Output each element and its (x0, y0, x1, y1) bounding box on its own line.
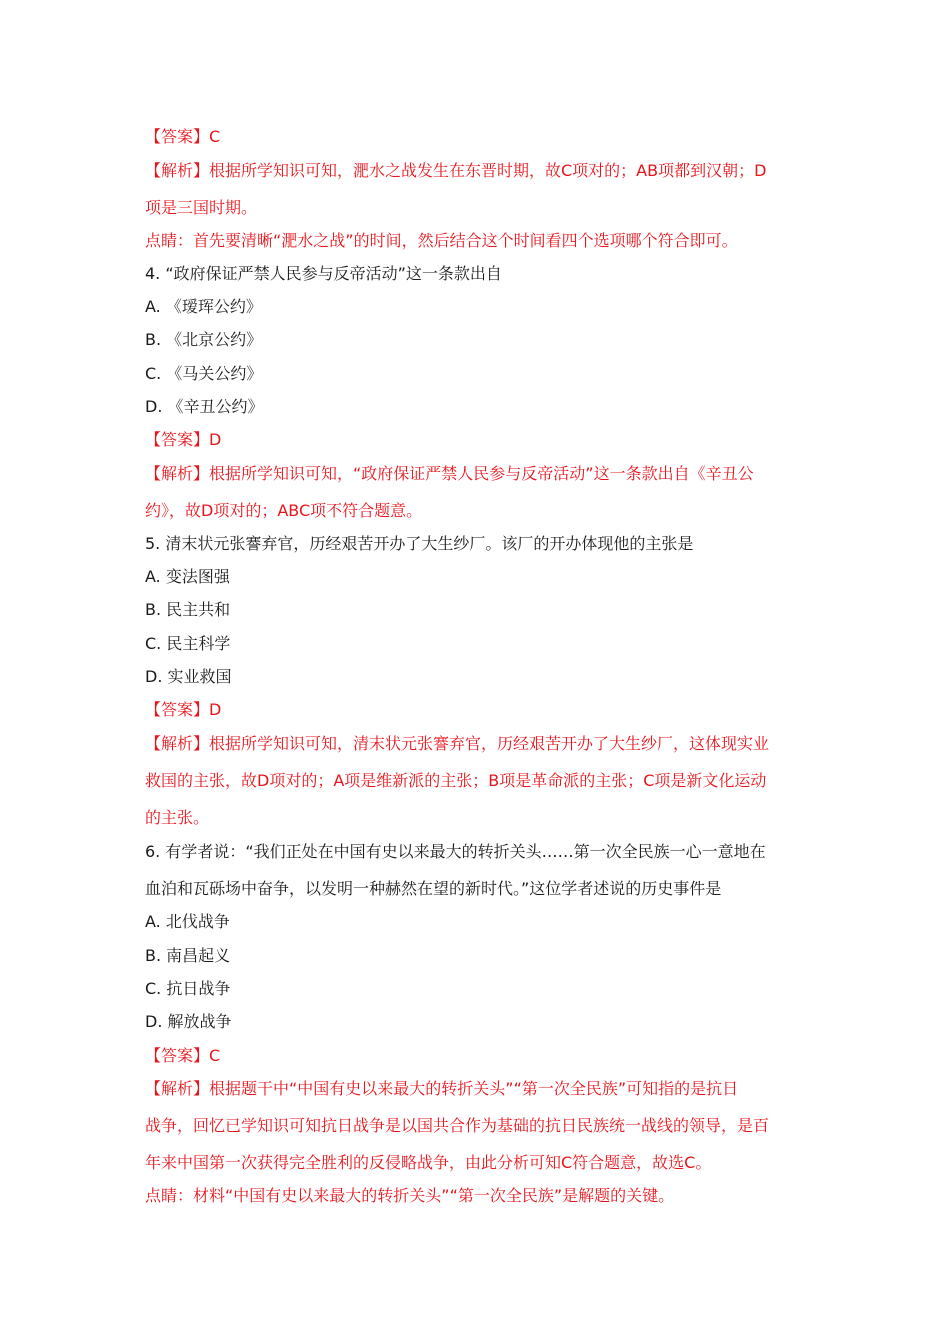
q5-analysis-line1: 【解析】根据所学知识可知，清末状元张謇弃官，历经艰苦开办了大生纱厂，这体现实业 (145, 734, 770, 753)
q4-option-c: C. 《马关公约》 (145, 364, 263, 383)
q6-analysis-line1: 【解析】根据题干中“中国有史以来最大的转折关头”“第一次全民族”可知指的是抗日 (145, 1079, 739, 1098)
q4-option-d: D. 《辛丑公约》 (145, 397, 264, 416)
q6-stem-line1: 6. 有学者说：“我们正处在中国有史以来最大的转折关头……第一次全民族一心一意地在 (145, 842, 766, 861)
q5-option-a: A. 变法图强 (145, 567, 230, 586)
q5-analysis-line2: 救国的主张，故D项对的；A项是维新派的主张；B项是革命派的主张；C项是新文化运动 (145, 771, 767, 790)
q5-stem: 5. 清末状元张謇弃官，历经艰苦开办了大生纱厂。该厂的开办体现他的主张是 (145, 534, 694, 553)
q3-tip: 点睛：首先要清晰“淝水之战”的时间，然后结合这个时间看四个选项哪个符合即可。 (145, 231, 738, 250)
q4-option-b: B. 《北京公约》 (145, 330, 263, 349)
q6-option-d: D. 解放战争 (145, 1012, 232, 1031)
q5-option-b: B. 民主共和 (145, 600, 231, 619)
q6-analysis-line3: 年来中国第一次获得完全胜利的反侵略战争，由此分析可知C符合题意，故选C。 (145, 1153, 712, 1172)
q6-option-a: A. 北伐战争 (145, 912, 230, 931)
q3-answer: 【答案】C (145, 127, 221, 146)
q6-answer: 【答案】C (145, 1046, 221, 1065)
q4-analysis-line2: 约》，故D项对的；ABC项不符合题意。 (145, 501, 423, 520)
q4-option-a: A. 《瑷珲公约》 (145, 297, 262, 316)
q5-analysis-line3: 的主张。 (145, 808, 210, 827)
q5-answer: 【答案】D (145, 700, 222, 719)
q6-option-c: C. 抗日战争 (145, 979, 231, 998)
q4-analysis-line1: 【解析】根据所学知识可知，“政府保证严禁人民参与反帝活动”这一条款出自《辛丑公 (145, 464, 754, 483)
q3-analysis-line2: 项是三国时期。 (145, 198, 258, 217)
q6-tip: 点睛：材料“中国有史以来最大的转折关头”“第一次全民族”是解题的关键。 (145, 1186, 675, 1205)
q5-option-c: C. 民主科学 (145, 634, 231, 653)
q3-analysis-line1: 【解析】根据所学知识可知，淝水之战发生在东晋时期，故C项对的；AB项都到汉朝；D (145, 161, 767, 180)
q6-stem-line2: 血泊和瓦砾场中奋争，以发明一种赫然在望的新时代。”这位学者述说的历史事件是 (145, 879, 722, 898)
q5-option-d: D. 实业救国 (145, 667, 232, 686)
q6-analysis-line2: 战争，回忆已学知识可知抗日战争是以国共合作为基础的抗日民族统一战线的领导，是百 (145, 1116, 770, 1135)
q4-answer: 【答案】D (145, 430, 222, 449)
q4-stem: 4. “政府保证严禁人民参与反帝活动”这一条款出自 (145, 264, 502, 283)
q6-option-b: B. 南昌起义 (145, 946, 231, 965)
